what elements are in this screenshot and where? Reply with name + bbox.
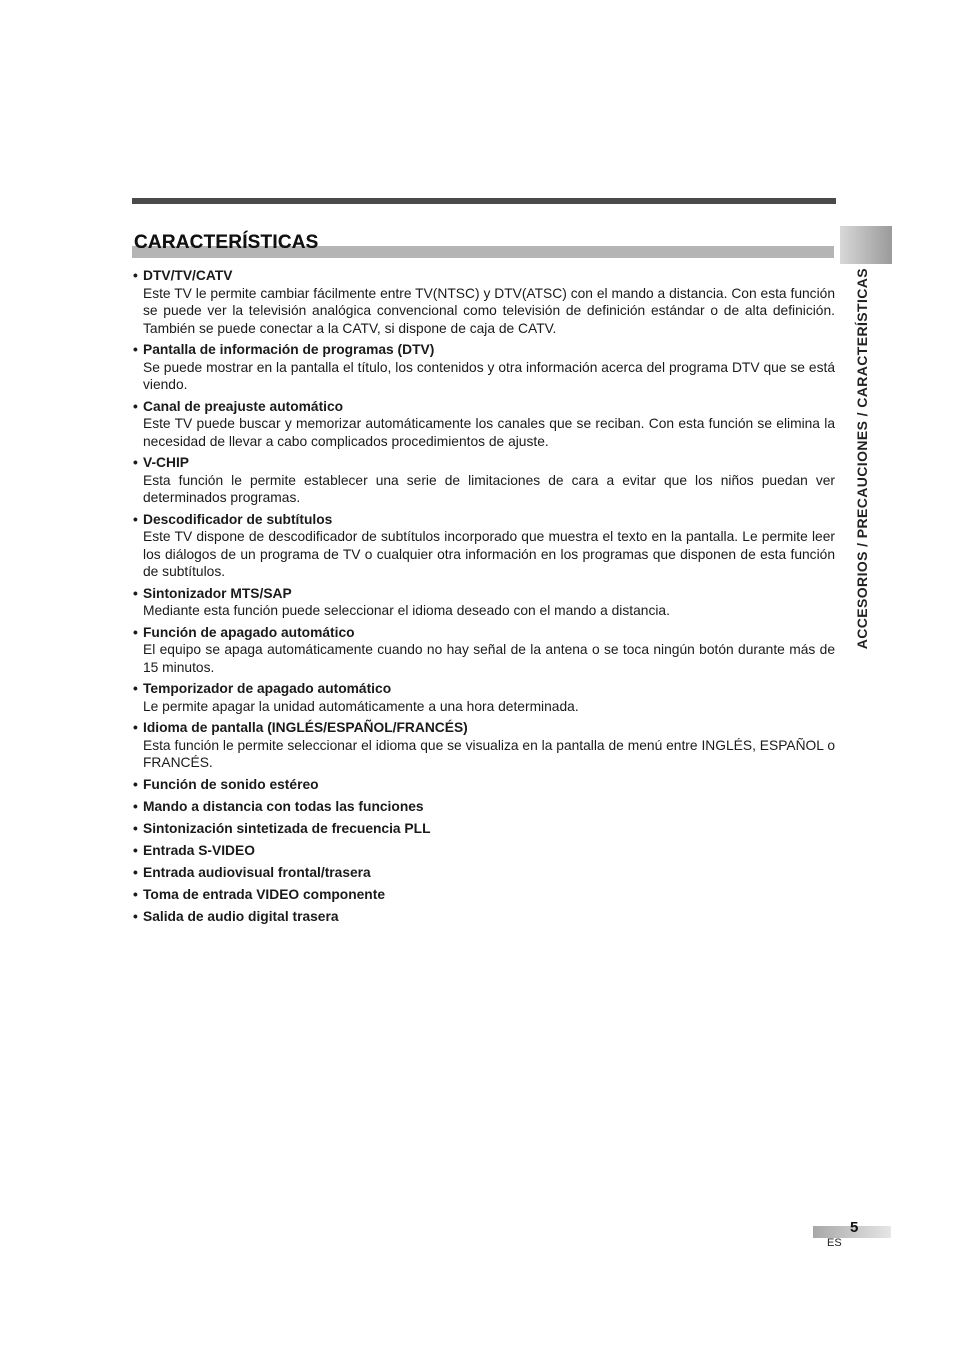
feature-title: • Función de apagado automático [133, 624, 355, 640]
feature-item [133, 719, 835, 772]
language-code: ES [827, 1237, 842, 1249]
feature-title: • Entrada S-VIDEO [133, 842, 255, 858]
feature-title: • Entrada audiovisual frontal/trasera [133, 864, 371, 880]
bullet-icon: • [133, 585, 138, 601]
bullet-icon: • [133, 720, 138, 735]
page-number: 5 [850, 1219, 859, 1236]
feature-title: • Temporizador de apagado automático [133, 681, 392, 696]
feature-title: • Sintonizador MTS/SAP [133, 585, 292, 601]
feature-title: • V-CHIP [133, 455, 189, 470]
side-section-label-text: ACCESORIOS / PRECAUCIONES / CARACTERÍSTICAS [854, 268, 870, 650]
bullet-icon: • [133, 268, 138, 283]
feature-item [133, 776, 835, 794]
bullet-icon: • [133, 798, 138, 814]
feature-description: El equipo se apaga automáticamente cuando no hay señal de la antena o se toca ningún botón durante más de 15 minutos. [143, 642, 835, 675]
feature-description: Esta función le permite establecer una serie de limitaciones de cara a evitar que los niños puedan ver determinados programas. [143, 472, 835, 505]
feature-title: • Canal de preajuste automático [133, 398, 344, 414]
bullet-icon: • [133, 455, 138, 470]
feature-item [133, 454, 835, 507]
bullet-icon: • [133, 342, 138, 357]
feature-description: Le permite apagar la unidad automáticamente a una hora determinada. [143, 698, 579, 714]
feature-item [133, 908, 835, 926]
feature-title: • Mando a distancia con todas las funciones [133, 798, 424, 814]
feature-item [133, 267, 835, 337]
feature-item [133, 585, 835, 620]
feature-title: • Idioma de pantalla (INGLÉS/ESPAÑOL/FRANCÉS) [133, 720, 468, 735]
feature-title: • Toma de entrada VIDEO componente [133, 886, 385, 902]
bullet-icon: • [133, 908, 138, 924]
feature-title: • Pantalla de información de programas (DTV) [133, 342, 435, 357]
bullet-icon: • [133, 776, 138, 792]
feature-item [133, 398, 835, 451]
feature-title: • DTV/TV/CATV [133, 268, 233, 283]
feature-item [133, 864, 835, 882]
feature-item [133, 798, 835, 816]
feature-item [133, 842, 835, 860]
feature-item [133, 680, 835, 715]
bullet-icon: • [133, 681, 138, 696]
feature-item [133, 886, 835, 904]
feature-item [133, 624, 835, 677]
bullet-icon: • [133, 511, 138, 527]
feature-title: • Salida de audio digital trasera [133, 908, 339, 924]
bullet-icon: • [133, 624, 138, 640]
feature-description: Este TV le permite cambiar fácilmente entre TV(NTSC) y DTV(ATSC) con el mando a distancia. Con esta función se puede ver la televisión analógica convencional como televisión de definición estándar o de alta definición. También se puede conectar a la CATV, si dispone de caja de CATV. [143, 285, 835, 336]
section-title: CARACTERÍSTICAS [134, 232, 319, 253]
feature-item [133, 511, 835, 581]
feature-title: • Sintonización sintetizada de frecuencia PLL [133, 820, 431, 836]
feature-description: Mediante esta función puede seleccionar el idioma deseado con el mando a distancia. [143, 603, 670, 618]
feature-description: Este TV puede buscar y memorizar automáticamente los canales que se reciban. Con esta función se elimina la necesidad de llevar a cabo complicados procedimientos de ajuste. [143, 416, 835, 449]
feature-item [133, 341, 835, 394]
feature-title: • Función de sonido estéreo [133, 776, 319, 792]
top-divider [132, 198, 836, 204]
feature-title: • Descodificador de subtítulos [133, 511, 333, 527]
bullet-icon: • [133, 842, 138, 858]
features-list [133, 267, 835, 930]
feature-description: Esta función le permite seleccionar el idioma que se visualiza en la pantalla de menú entre INGLÉS, ESPAÑOL o FRANCÉS. [143, 737, 835, 770]
bullet-icon: • [133, 864, 138, 880]
feature-description: Se puede mostrar en la pantalla el título, los contenidos y otra información acerca del programa DTV que se está viendo. [143, 359, 835, 392]
feature-description: Este TV dispone de descodificador de subtítulos incorporado que muestra el texto en la pantalla. Le permite leer los diálogos de un programa de TV o cualquier otra información en los programas que disponen de esta función de subtítulos. [143, 529, 835, 579]
feature-item [133, 820, 835, 838]
side-tab-marker [840, 226, 892, 264]
bullet-icon: • [133, 886, 138, 902]
bullet-icon: • [133, 398, 138, 414]
bullet-icon: • [133, 820, 138, 836]
